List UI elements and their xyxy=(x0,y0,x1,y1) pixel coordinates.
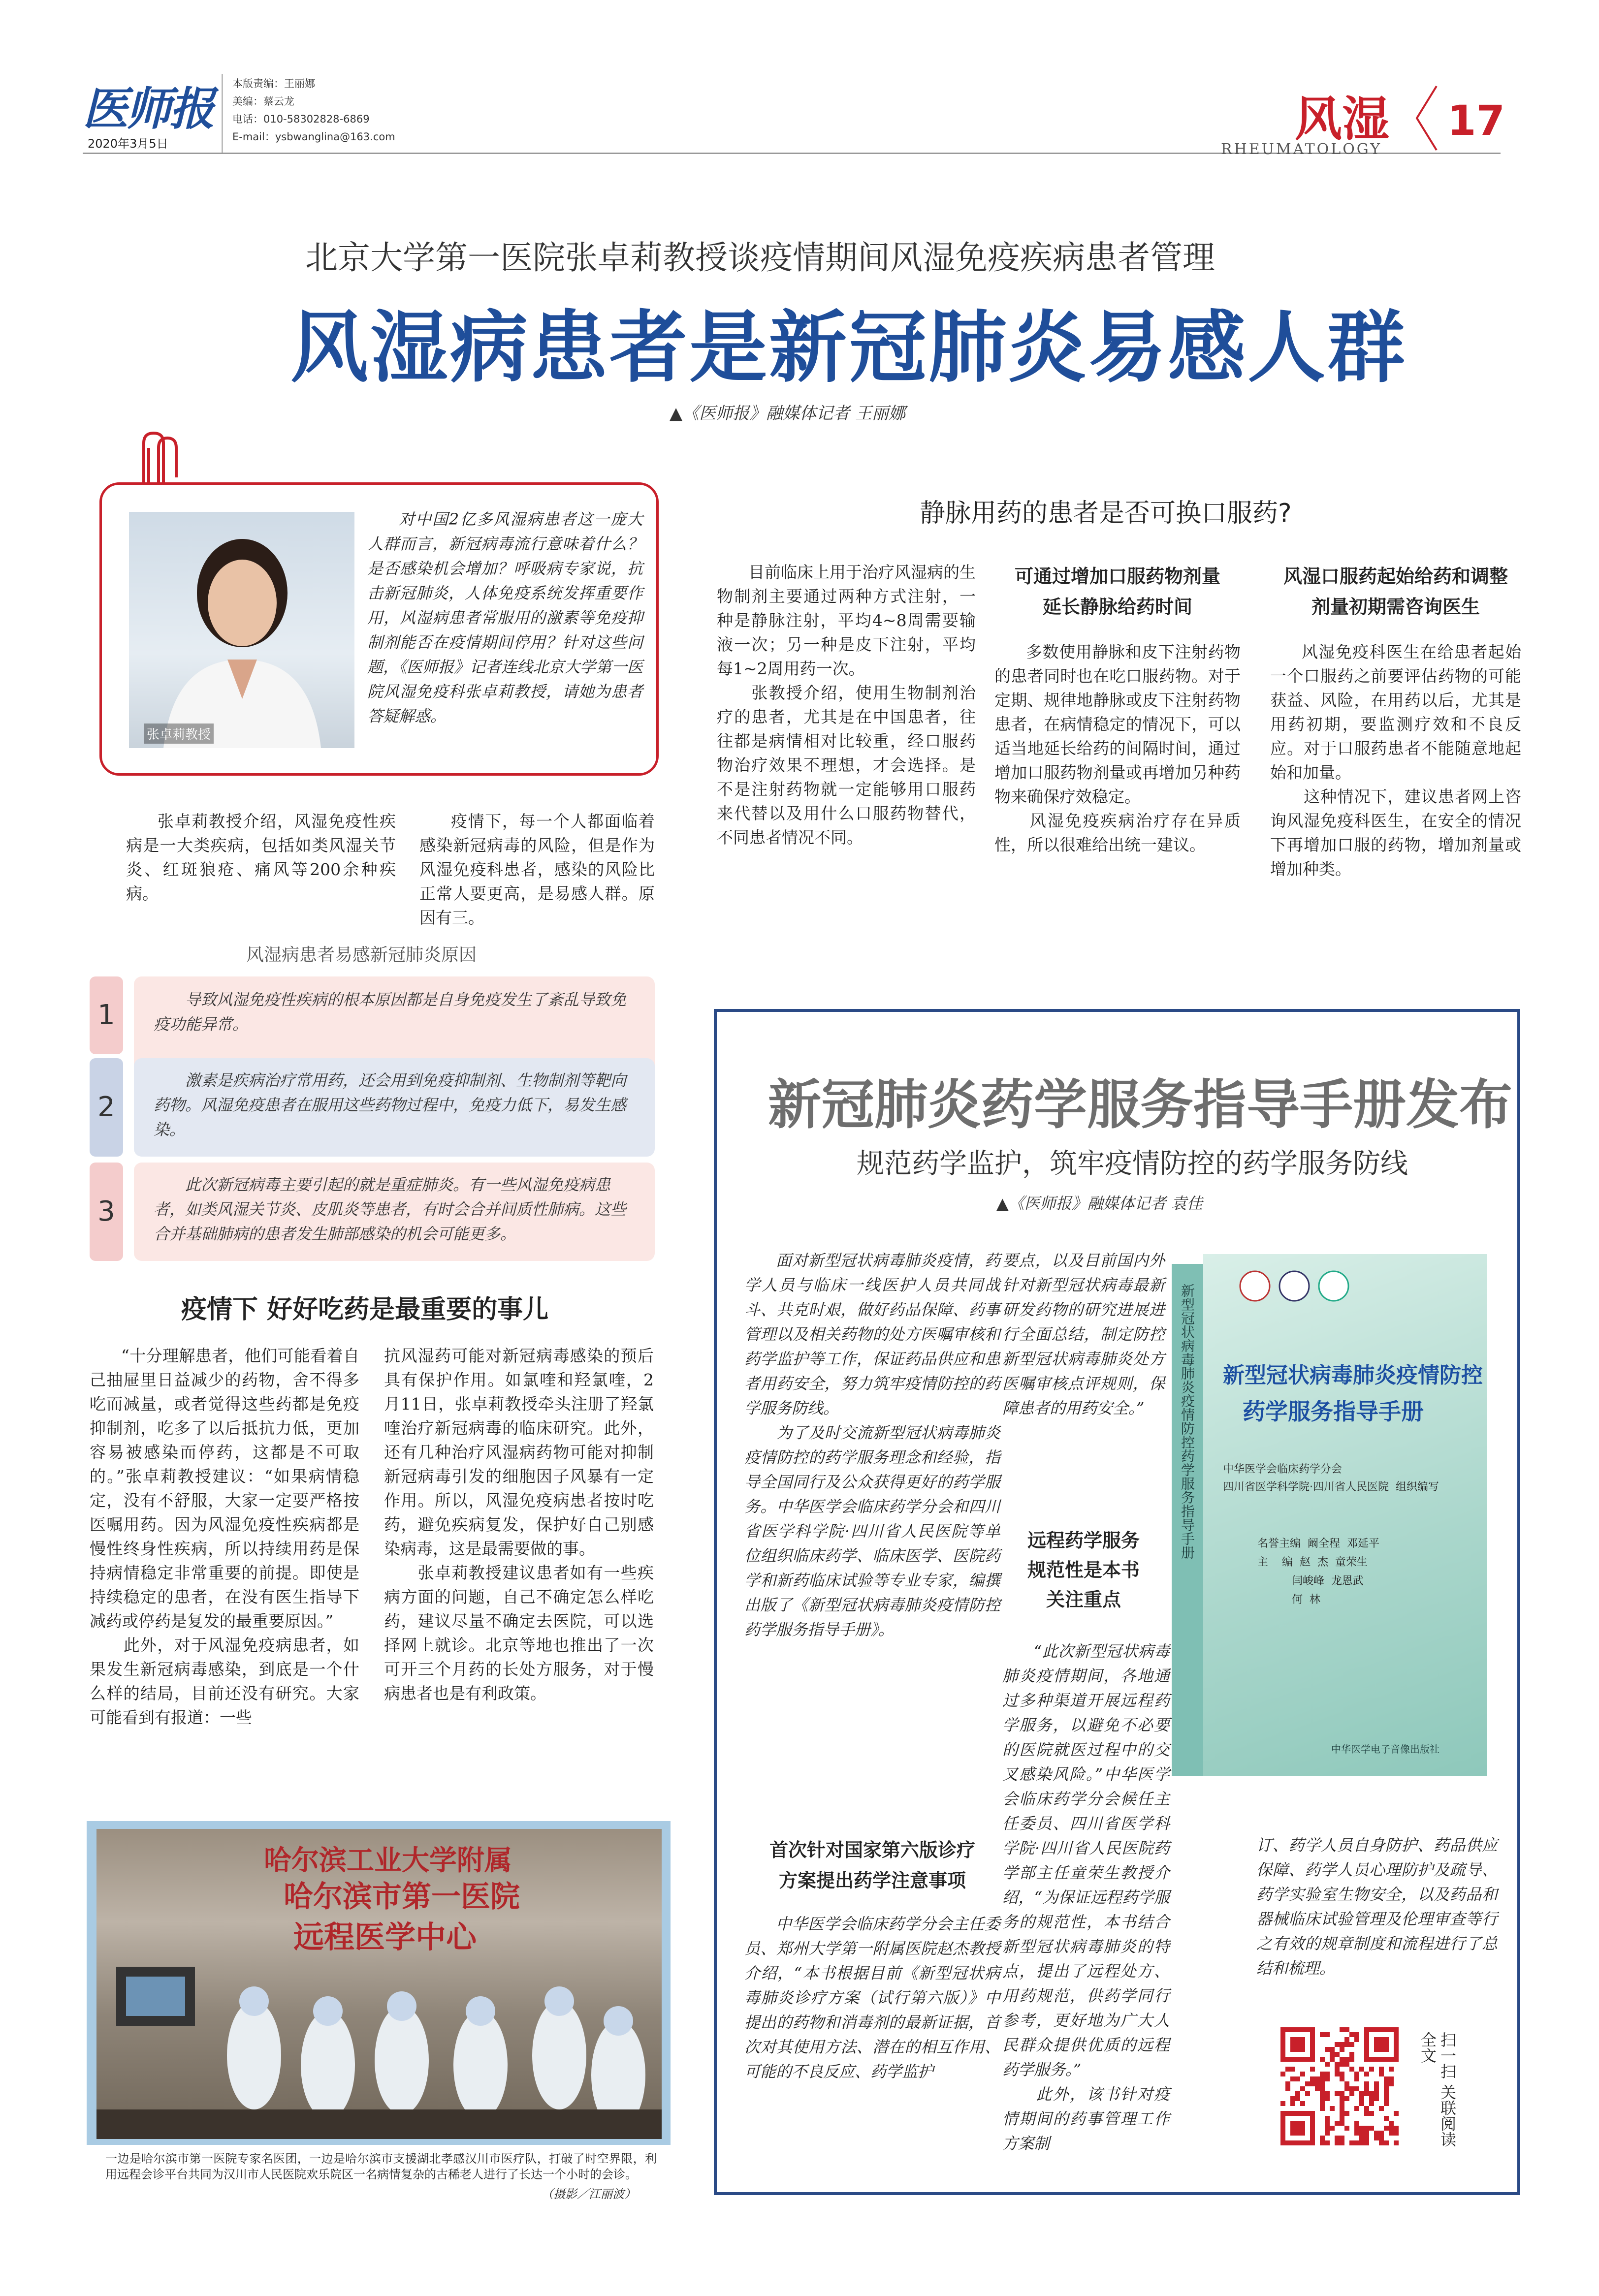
article3-subtitle: 规范药学监护，筑牢疫情防控的药学服务防线 xyxy=(857,1148,1408,1180)
book-spine xyxy=(1172,1264,1203,1776)
article2-heading: 静脉用药的患者是否可换口服药? xyxy=(920,499,1292,528)
reason-2-number: 2 xyxy=(90,1058,123,1157)
reason-3 xyxy=(90,1163,655,1261)
article2-sub2-title: 可通过增加口服药物剂量 延长静脉给药时间 xyxy=(1014,566,1220,618)
article2-col2: 多数使用静脉和皮下注射药物的患者同时也在吃口服药物。对于定期、规律地静脉或皮下注射药物患者，在病情稳定的情况下，可以适当地延长给药的间隔时间，通过增加口服药物剂量或再增加另种药物来确保疗效稳定。 风湿免疫疾病治疗存在异质性，所以很难给出统一建议。 xyxy=(994,642,1241,854)
reason-2 xyxy=(90,1058,655,1157)
intro-text: 对中国2亿多风湿病患者这一庞大人群而言，新冠病毒流行意味着什么？是否感染机会增加？呼吸病专家说，抗击新冠肺炎，人体免疫系统发挥重要作用，风湿病患者常服用的激素等免疫抑制剂能否在疫情期间停用？针对这些问题，《医师报》记者连线北京大学第一医院风湿免疫科张卓莉教授，请她为患者答疑解惑。 xyxy=(367,510,643,725)
book-logos-icon xyxy=(1238,1269,1351,1303)
medical-team-illustration xyxy=(96,1947,662,2139)
reason-3-number: 3 xyxy=(90,1163,123,1261)
article3-col3: 订、药学人员自身防护、药品供应保障、药学人员心理防护及疏导、药学实验室生物安全，以及药品和器械临床试验管理及伦理审查等行之有效的规章制度和流程进行了总结和梳理。 xyxy=(1256,1836,1498,1978)
reason-1-number: 1 xyxy=(90,976,123,1054)
photo-caption: 一边是哈尔滨市第一医院专家名医团，一边是哈尔滨市支援湖北孝感汉川市医疗队，打破了时空界限，利用远程会诊平台共同为汉川市人民医院欢乐院区一名病情复杂的古稀老人进行了长达一个小时的会诊。 xyxy=(105,2152,657,2181)
reason-1-text: 导致风湿免疫性疾病的根本原因都是自身免疫发生了紊乱导致免疫功能异常。 xyxy=(134,976,655,1076)
photo-banner-line1: 哈尔滨工业大学附属 xyxy=(264,1844,512,1877)
article1-col1: 张卓莉教授介绍，风湿免疫性疾病是一大类疾病，包括如类风湿关节炎、红斑狼疮、痛风等200余种疾病。 xyxy=(126,812,396,903)
article2-sub3-title: 风湿口服药起始给药和调整 剂量初期需咨询医生 xyxy=(1283,566,1508,618)
issue-date: 2020年3月5日 xyxy=(88,137,168,151)
photo-credit: （摄影／江丽波） xyxy=(542,2187,636,2201)
book-editors: 名誉主编 阚全程 邓延平 主 编 赵 杰 童荣生 闫峻峰 龙恩武 何 林 xyxy=(1257,1538,1379,1606)
article3-title: 新冠肺炎药学服务指导手册发布 xyxy=(768,1074,1513,1136)
phone-line: 电话：010-58302828-6869 xyxy=(232,113,370,125)
article3-col2b: “此次新型冠状病毒肺炎疫情期间，各地通过多种渠道开展远程药学服务，以避免不必要的医院就医过程中的交叉感染风险。”中华医学会临床药学分会候任主任委员、四川省医学科学院·四川省人民医院药学部主任童荣生教授介绍，“为保证远程药学服务的规范性，本书结合新型冠状病毒肺炎的特点，提出了远程处方、用药规范，供药学同行参考，更好地为广大人民群众提供优质的远程药学服务。” 此外，该书针对疫情期间的药事管理工作方案制 xyxy=(1002,1642,1170,2153)
article1-title: 风湿病患者是新冠肺炎易感人群 xyxy=(290,303,1407,393)
book-spine-title: 新型冠状病毒肺炎疫情防控药学服务指导手册 xyxy=(1179,1284,1195,1559)
section2-col2: 抗风湿药可能对新冠病毒感染的预后具有保护作用。如氯喹和羟氯喹，2月11日，张卓莉教授牵头注册了羟氯喹治疗新冠病毒的临床研究。此外，还有几种治疗风湿病药物可能对抑制新冠病毒引发的细胞因子风暴有一定作用。所以，风湿免疫病患者按时吃药，避免疾病复发，保护好自己别感染病毒，这是最需要做的事。 张卓莉教授建议患者如有一些疾病方面的问题，自己不确定怎么样吃药，建议尽量不确定去医院，可以选择网上就诊。北京等地也推出了一次可开三个月药的长处方服务，对于慢病患者也是有利政策。 xyxy=(384,1346,654,1703)
article3-byline: ▲《医师报》融媒体记者 袁佳 xyxy=(996,1194,1203,1213)
article2-col1: 目前临床上用于治疗风湿病的生物制剂主要通过两种方式注射，一种是静脉注射，平均4~8周需要输液一次；另一种是皮下注射，平均每1~2周用药一次。 张教授介绍，使用生物制剂治疗的患者，尤其是在中国患者，往往都是病情相对比较重，经口服药物治疗效果不理想，才会选择。是不是注射药物就一定能够用口服药来代替以及用什么口服药物替代，不同患者情况不同。 xyxy=(717,563,976,847)
article3-sub1-title: 首次针对国家第六版诊疗 方案提出药学注意事项 xyxy=(769,1839,975,1891)
section-chevron-icon xyxy=(1412,84,1441,153)
portrait-photo xyxy=(129,512,354,748)
section-name: 风湿 xyxy=(1295,92,1389,147)
article3-col1: 面对新型冠状病毒肺炎疫情，药学人员与临床一线医护人员共同战斗、共克时艰，做好药品保障、药事管理以及相关药物的处方医嘱审核和药学监护等工作，保证药品供应和患者用药安全，努力筑牢疫情防控的药学服务防线。 为了及时交流新型冠状病毒肺炎疫情防控的药学服务理念和经验，指导全国同行及公众获得更好的药学服务。中华医学会临床药学分会和四川省医学科学院·四川省人民医院等单位组织临床药学、临床医学、医院药学和新药临床试验等专业专家，编撰出版了《新型冠状病毒肺炎疫情防控药学服务指导手册》。 xyxy=(744,1251,1000,1639)
article1-byline: ▲《医师报》融媒体记者 王丽娜 xyxy=(670,404,905,423)
book-title-line1: 新型冠状病毒肺炎疫情防控 xyxy=(1223,1363,1483,1388)
article3-col1b: 中华医学会临床药学分会主任委员、郑州大学第一附属医院赵杰教授介绍，“本书根据目前《新型冠状病毒肺炎诊疗方案（试行第六版）》中提出的药物和消毒剂的最新证据，首次对其使用方法、潜在的相互作用、可能的不良反应、药学监护 xyxy=(744,1915,1000,2081)
qr-label: 扫一扫 关联阅读全文 xyxy=(1418,2032,1457,2147)
qr-code-icon[interactable] xyxy=(1279,2026,1400,2147)
article3-col2: 要点，以及目前国内外针对新型冠状病毒最新研发药物的研究进展进行全面总结，制定防控新型冠状病毒肺炎处方医嘱审核点评规则，保障患者的用药安全。” xyxy=(1002,1251,1165,1417)
article1-col2: 疫情下，每一个人都面临着感染新冠病毒的风险，但是作为风湿免疫科患者，感染的风险比正常人要更高，是易感人群。原因有三。 xyxy=(419,812,655,927)
article3-sub2-title: 远程药学服务 规范性是本书 关注重点 xyxy=(1027,1530,1140,1610)
email-line: E-mail：ysbwanglina@163.com xyxy=(232,131,395,143)
book-front xyxy=(1203,1254,1487,1776)
section-english: RHEUMATOLOGY xyxy=(1221,141,1382,158)
book-org: 中华医学会临床药学分会 四川省医学科学院·四川省人民医院 组织编写 xyxy=(1223,1463,1439,1493)
book-publisher: 中华医学电子音像出版社 xyxy=(1331,1743,1439,1755)
designer-line: 美编：蔡云龙 xyxy=(232,95,294,107)
section2-title: 疫情下 好好吃药是最重要的事儿 xyxy=(181,1295,549,1324)
editor-line: 本版责编：王丽娜 xyxy=(232,78,315,90)
reasons-title: 风湿病患者易感新冠肺炎原因 xyxy=(246,945,477,965)
photo-banner-line2: 哈尔滨市第一医院 xyxy=(284,1880,520,1914)
reason-1 xyxy=(90,976,655,1054)
photo-banner-line3: 远程医学中心 xyxy=(293,1919,477,1955)
article1-subtitle: 北京大学第一医院张卓莉教授谈疫情期间风湿免疫疾病患者管理 xyxy=(305,239,1215,277)
reason-2-text: 激素是疾病治疗常用药，还会用到免疫抑制剂、生物制剂等靶向药物。风湿免疫患者在服用这些药物过程中，免疫力低下，易发生感染。 xyxy=(134,1058,655,1157)
news-photo xyxy=(96,1829,662,2139)
section2-col1: “十分理解患者，他们可能看着自己抽屉里日益减少的药物，舍不得多吃而减量，或者觉得这些药都是免疫抑制剂，吃多了以后抵抗力低，更加容易被感染而停药，这都是不可取的。”张卓莉教授建议：“如果病情稳定，没有不舒服，大家一定要严格按医嘱用药。因为风湿免疫性疾病都是慢性终身性疾病，所以持续用药是保持病情稳定非常重要的前提。即使是持续稳定的患者，在没有医生指导下减药或停药是复发的最重要原因。” 此外，对于风湿免疫病患者，如果发生新冠病毒感染，到底是一个什么样的结局，目前还没有研究。大家可能看到有报道：一些 xyxy=(90,1346,359,1727)
portrait-caption: 张卓莉教授 xyxy=(144,723,214,744)
newspaper-logo: 医师报 xyxy=(83,82,213,135)
page-number: 17 xyxy=(1447,96,1505,145)
book-title-line2: 药学服务指导手册 xyxy=(1243,1398,1424,1425)
article2-col3: 风湿免疫科医生在给患者起始一个口服药之前要评估药物的可能获益、风险，在用药以后，尤其是用药初期，要监测疗效和不良反应。对于口服药患者不能随意地起始和加量。 这种情况下，建议患者网上咨询风湿免疫科医生，在安全的情况下再增加口服的药物，增加剂量或增加种类。 xyxy=(1270,642,1521,879)
person-silhouette-icon xyxy=(129,512,354,748)
book-cover xyxy=(1172,1254,1487,1776)
reason-3-text: 此次新冠病毒主要引起的就是重症肺炎。有一些风湿免疫病患者，如类风湿关节炎、皮肌炎等患者，有时会合并间质性肺病。这些合并基础肺病的患者发生肺部感染的机会可能更多。 xyxy=(134,1163,655,1261)
masthead-divider xyxy=(222,74,223,153)
